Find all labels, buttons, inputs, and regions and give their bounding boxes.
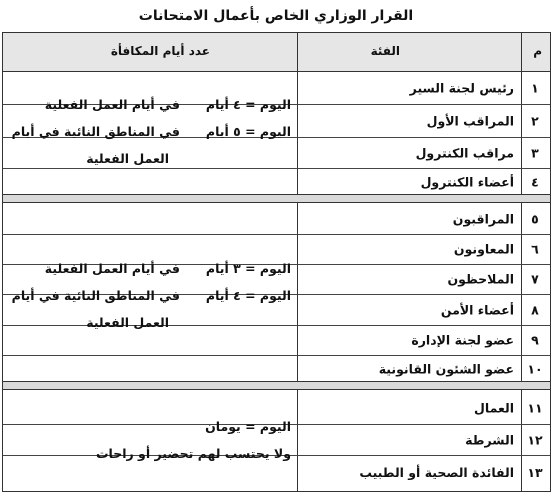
table-header: [3, 33, 550, 72]
group-separator: [3, 194, 550, 203]
header-reward: عدد أيام المكافأة: [110, 44, 210, 58]
table-row: ١١ العمال: [3, 391, 550, 425]
header-num: م: [533, 44, 542, 58]
table-row: ٣ مراقب الكنترول: [3, 137, 550, 169]
exam-rewards-table: [2, 32, 551, 492]
table-row: ١ رئيس لجنة السير: [3, 71, 550, 105]
table-row: ١٢ الشرطة: [3, 424, 550, 456]
table-row: ٧ الملاحظون: [3, 264, 550, 295]
header-category: الفئة: [370, 44, 400, 58]
table-row: ٩ عضو لجنة الإدارة: [3, 325, 550, 356]
reward-cell: اليوم = يومان ولا يحتسب لهم تحضير أو راحات: [95, 419, 291, 461]
table-row: ١٣ الفائدة الصحية أو الطبيب: [359, 465, 543, 480]
table-row: ٤ أعضاء الكنترول: [420, 174, 539, 190]
group-separator: [3, 381, 550, 390]
table-row: ٥ المراقبون: [3, 204, 550, 235]
table-row: ٦ المعاونون: [3, 234, 550, 265]
table-row: ٨ أعضاء الأمن: [3, 294, 550, 326]
table-row: ١٠ عضو الشئون القانونية: [378, 361, 543, 377]
reward-cell: اليوم = ٣ أيامفي أيام العمل الفعلية اليوم = ٤ أيامفي المناطق النائية في أيام العمل الفعلية: [11, 261, 291, 330]
reward-cell: اليوم = ٤ أيامفي أيام العمل الفعلية اليوم = ٥ أيامفي المناطق النائية في أيام العمل الفعلية: [11, 97, 291, 166]
table-row: ٢ المراقب الأول: [3, 104, 550, 138]
page-title: القرار الوزاري الخاص بأعمال الامتحانات: [138, 8, 414, 24]
